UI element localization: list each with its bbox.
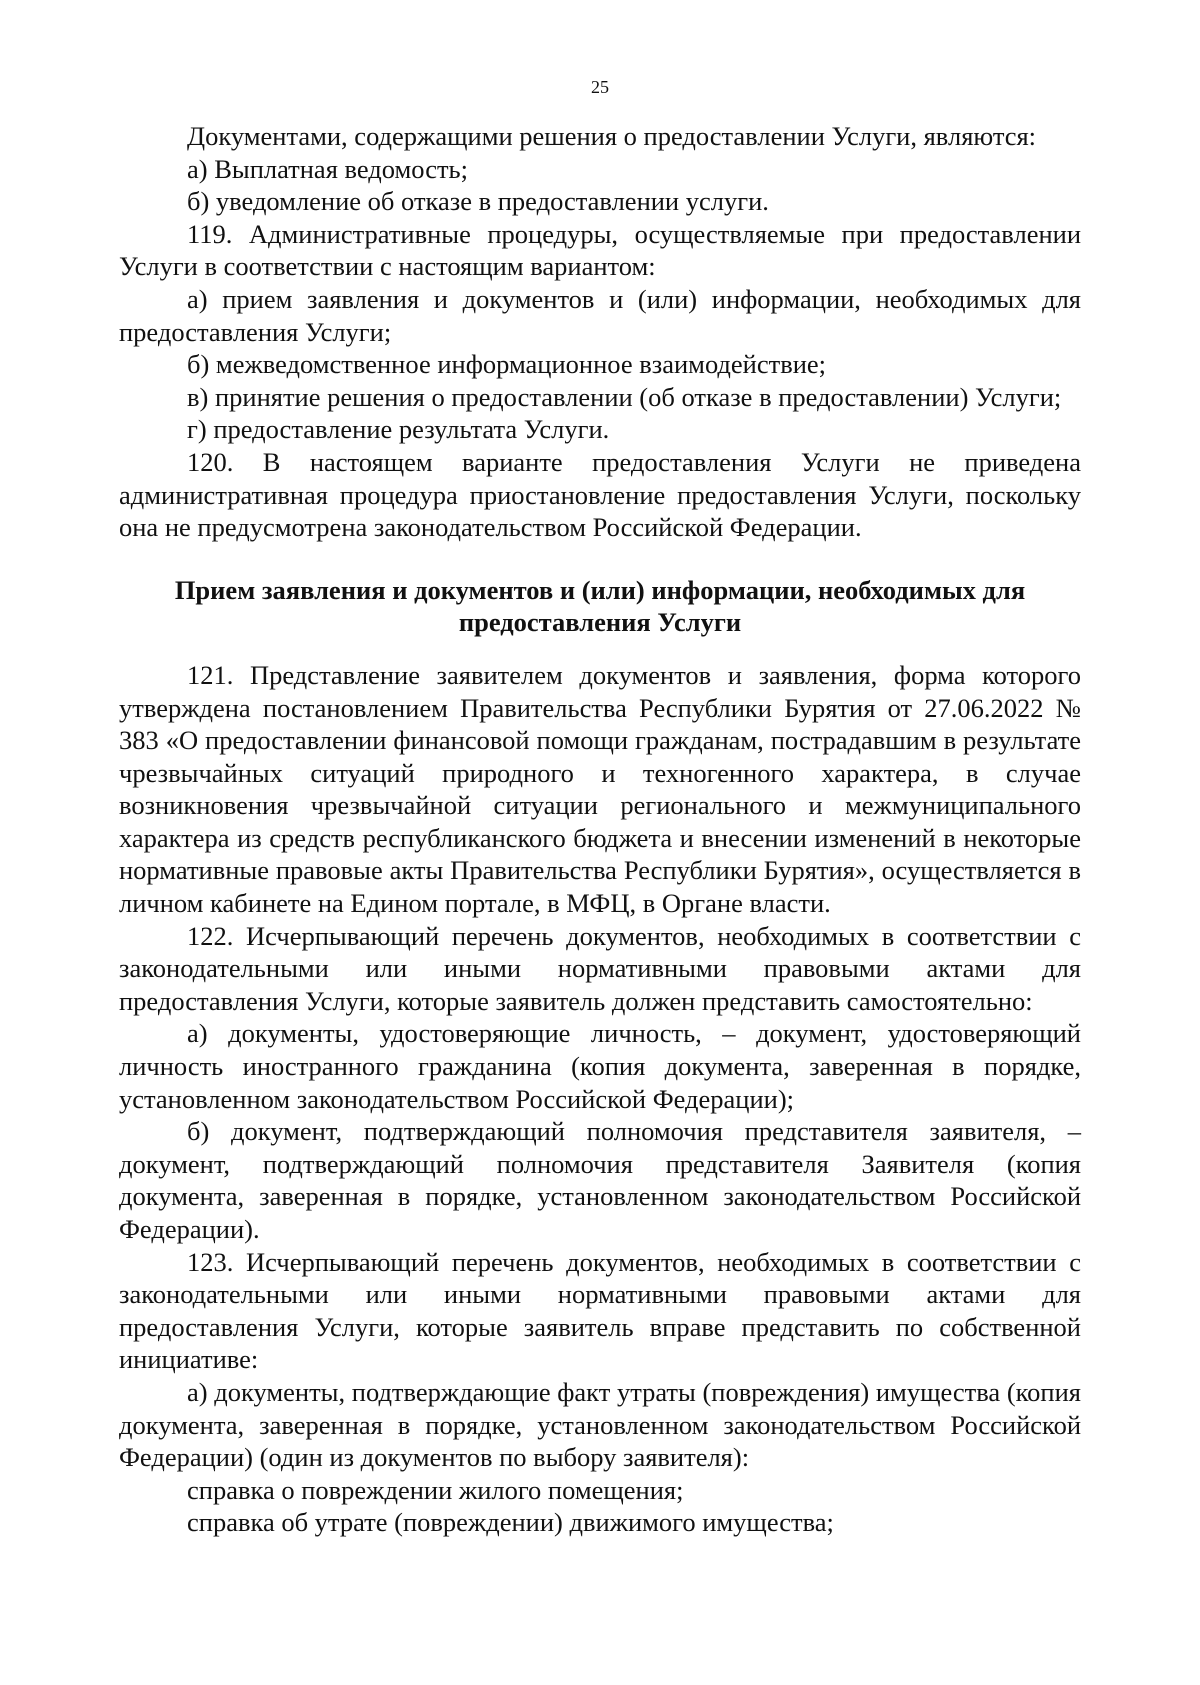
paragraph-120: 120. В настоящем варианте предоставления Услуги не приведена административная процедура приостановление предоставления Услуги, поскольку она не предусмотрена законодательством Российской Федерации. — [119, 446, 1081, 543]
list-item-122-a: а) документы, удостоверяющие личность, – документ, удостоверяющий личность иностранного гражданина (копия документа, заверенная в порядке, установленном законодательством Российской Федерации); — [119, 1018, 1081, 1114]
list-item-payment-statement: а) Выплатная ведомость; — [187, 153, 468, 184]
section-heading-line-1: Прием заявления и документов и (или) информации, необходимых для — [174, 574, 1026, 605]
paragraph-123: 123. Исчерпывающий перечень документов, необходимых в соответствии с законодательными или иными нормативными правовыми актами для предоставления Услуги, которые заявитель вправе представить по собственной инициативе: — [119, 1246, 1081, 1375]
list-item-119-a: а) прием заявления и документов и (или) информации, необходимых для предоставления Услуги; — [119, 283, 1081, 347]
section-heading — [119, 574, 1081, 639]
list-item-119-v: в) принятие решения о предоставлении (об отказе в предоставлении) Услуги; — [187, 381, 1062, 412]
paragraph-121: 121. Представление заявителем документов и заявления, форма которого утверждена постановлением Правительства Республики Бурятия от 27.06.2022 № 383 «О предоставлении финансовой помощи гражданам, пострадавшим в результате чрезвычайных ситуаций природного и техногенного характера, в случае возникновения чрезвычайной ситуации регионального и межмуниципального характера из средств республиканского бюджета и внесении изменений в некоторые нормативные правовые акты Правительства Республики Бурятия», осуществляется в личном кабинете на Едином портале, в МФЦ, в Органе власти. — [119, 659, 1081, 919]
page-number: 25 — [591, 77, 609, 97]
list-item-122-b: б) документ, подтверждающий полномочия представителя заявителя, – документ, подтверждающий полномочия представителя Заявителя (копия документа, заверенная в порядке, установленном законодательством Российской Федерации). — [119, 1116, 1081, 1244]
paragraph-decision-documents: Документами, содержащими решения о предоставлении Услуги, являются: — [187, 121, 1037, 151]
list-item-119-b: б) межведомственное информационное взаимодействие; — [187, 349, 827, 380]
section-heading-line-2: предоставления Услуги — [458, 607, 742, 638]
list-item-housing-damage-certificate: справка о повреждении жилого помещения; — [187, 1474, 684, 1505]
document-body — [119, 120, 1081, 1539]
list-item-123-a: а) документы, подтверждающие факт утраты (повреждения) имущества (копия документа, заверенная в порядке, установленном законодательством Российской Федерации) (один из документов по выбору заявителя): — [119, 1376, 1081, 1473]
paragraph-122: 122. Исчерпывающий перечень документов, необходимых в соответствии с законодательными или иными нормативными правовыми актами для предоставления Услуги, которые заявитель должен представить самостоятельно: — [119, 920, 1081, 1016]
list-item-119-g: г) предоставление результата Услуги. — [187, 414, 610, 445]
paragraph-119: 119. Административные процедуры, осуществляемые при предоставлении Услуги в соответствии с настоящим вариантом: — [119, 218, 1081, 282]
list-item-refusal-notice: б) уведомление об отказе в предоставлении услуги. — [187, 186, 769, 217]
list-item-movable-property-certificate: справка об утрате (повреждении) движимого имущества; — [187, 1507, 834, 1538]
